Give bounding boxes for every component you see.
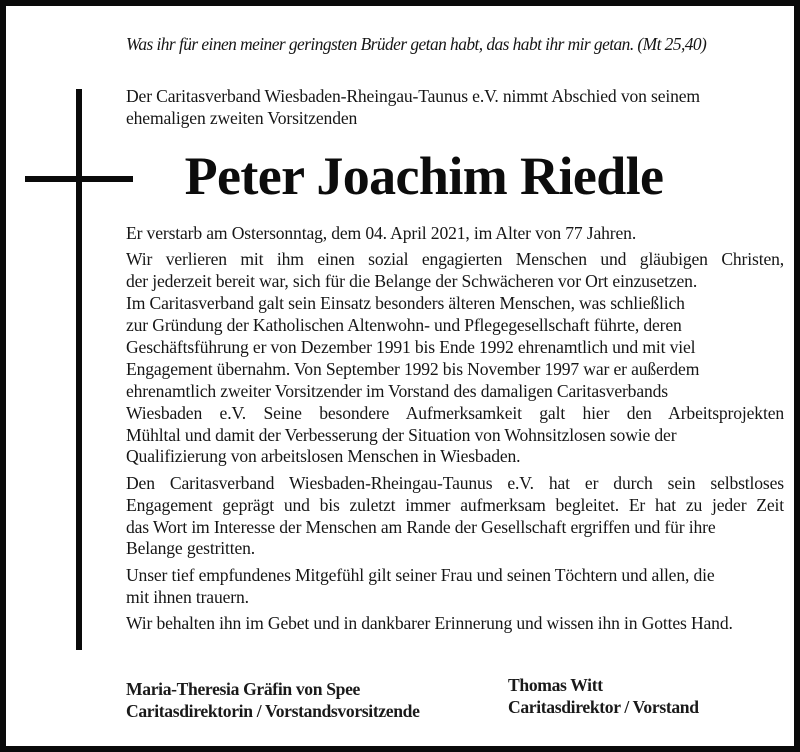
body-line: Er verstarb am Ostersonntag, dem 04. April 2021, im Alter von 77 Jahren. — [126, 223, 637, 243]
signatory-title: Caritasdirektor / Vorstand — [508, 697, 699, 717]
obituary-body — [126, 223, 784, 639]
signatory-name: Thomas Witt — [508, 675, 603, 695]
deceased-name: Peter Joachim Riedle — [184, 146, 664, 206]
paragraph-prayer — [126, 613, 784, 635]
body-line: das Wort im Interesse der Menschen am Rande der Gesellschaft ergriffen und für ihre — [126, 516, 716, 537]
signatory-chair — [126, 678, 420, 722]
body-line: ehrenamtlich zweiter Vorsitzender im Vorstand des damaligen Caritasverbands — [126, 380, 668, 401]
body-line: Belange gestritten. — [126, 538, 256, 559]
body-line: Qualifizierung von arbeitslosen Menschen in Wiesbaden. — [126, 446, 521, 467]
body-line: Wiesbaden e.V. Seine besondere Aufmerksamkeit galt hier den Arbeitsprojekten — [126, 402, 784, 423]
paragraph-biography — [126, 249, 784, 468]
signatory-director — [508, 674, 699, 718]
bible-quote: Was ihr für einen meiner geringsten Brüder getan habt, das habt ihr mir getan. (Mt 25,40) — [126, 34, 707, 54]
body-line: Wir verlieren mit ihm einen sozial engagierten Menschen und gläubigen Christen, — [126, 249, 784, 270]
body-line: Unser tief empfundenes Mitgefühl gilt seiner Frau und seinen Töchtern und allen, die — [126, 564, 715, 585]
body-line: zur Gründung der Katholischen Altenwohn- und Pflegegesellschaft führte, deren — [126, 315, 682, 336]
body-line: Den Caritasverband Wiesbaden-Rheingau-Taunus e.V. hat er durch sein selbstloses — [126, 472, 784, 493]
intro-line: Der Caritasverband Wiesbaden-Rheingau-Taunus e.V. nimmt Abschied von seinem — [126, 86, 700, 106]
body-line: mit ihnen trauern. — [126, 586, 249, 607]
body-line: Geschäftsführung er von Dezember 1991 bis Ende 1992 ehrenamtlich und mit viel — [126, 336, 696, 357]
body-line: der jederzeit bereit war, sich für die Belange der Schwächeren vor Ort einzusetzen. — [126, 271, 698, 292]
paragraph-death-date — [126, 223, 784, 245]
intro-statement — [126, 85, 700, 129]
body-line: Engagement geprägt und bis zuletzt immer aufmerksam begleitet. Er hat zu jeder Zeit — [126, 494, 784, 515]
paragraph-legacy — [126, 473, 784, 561]
body-line: Wir behalten ihn im Gebet und in dankbarer Erinnerung und wissen ihn in Gottes Hand. — [126, 612, 733, 633]
signatory-name: Maria-Theresia Gräfin von Spee — [126, 679, 361, 699]
paragraph-condolences — [126, 565, 784, 609]
body-line: Mühltal und damit der Verbesserung der Situation von Wohnsitzlosen sowie der — [126, 424, 677, 445]
body-line: Engagement übernahm. Von September 1992 bis November 1997 war er außerdem — [126, 358, 700, 379]
signatory-title: Caritasdirektorin / Vorstandsvorsitzende — [126, 701, 420, 721]
intro-line: ehemaligen zweiten Vorsitzenden — [126, 108, 358, 128]
body-line: Im Caritasverband galt sein Einsatz besonders älteren Menschen, was schließlich — [126, 293, 685, 314]
